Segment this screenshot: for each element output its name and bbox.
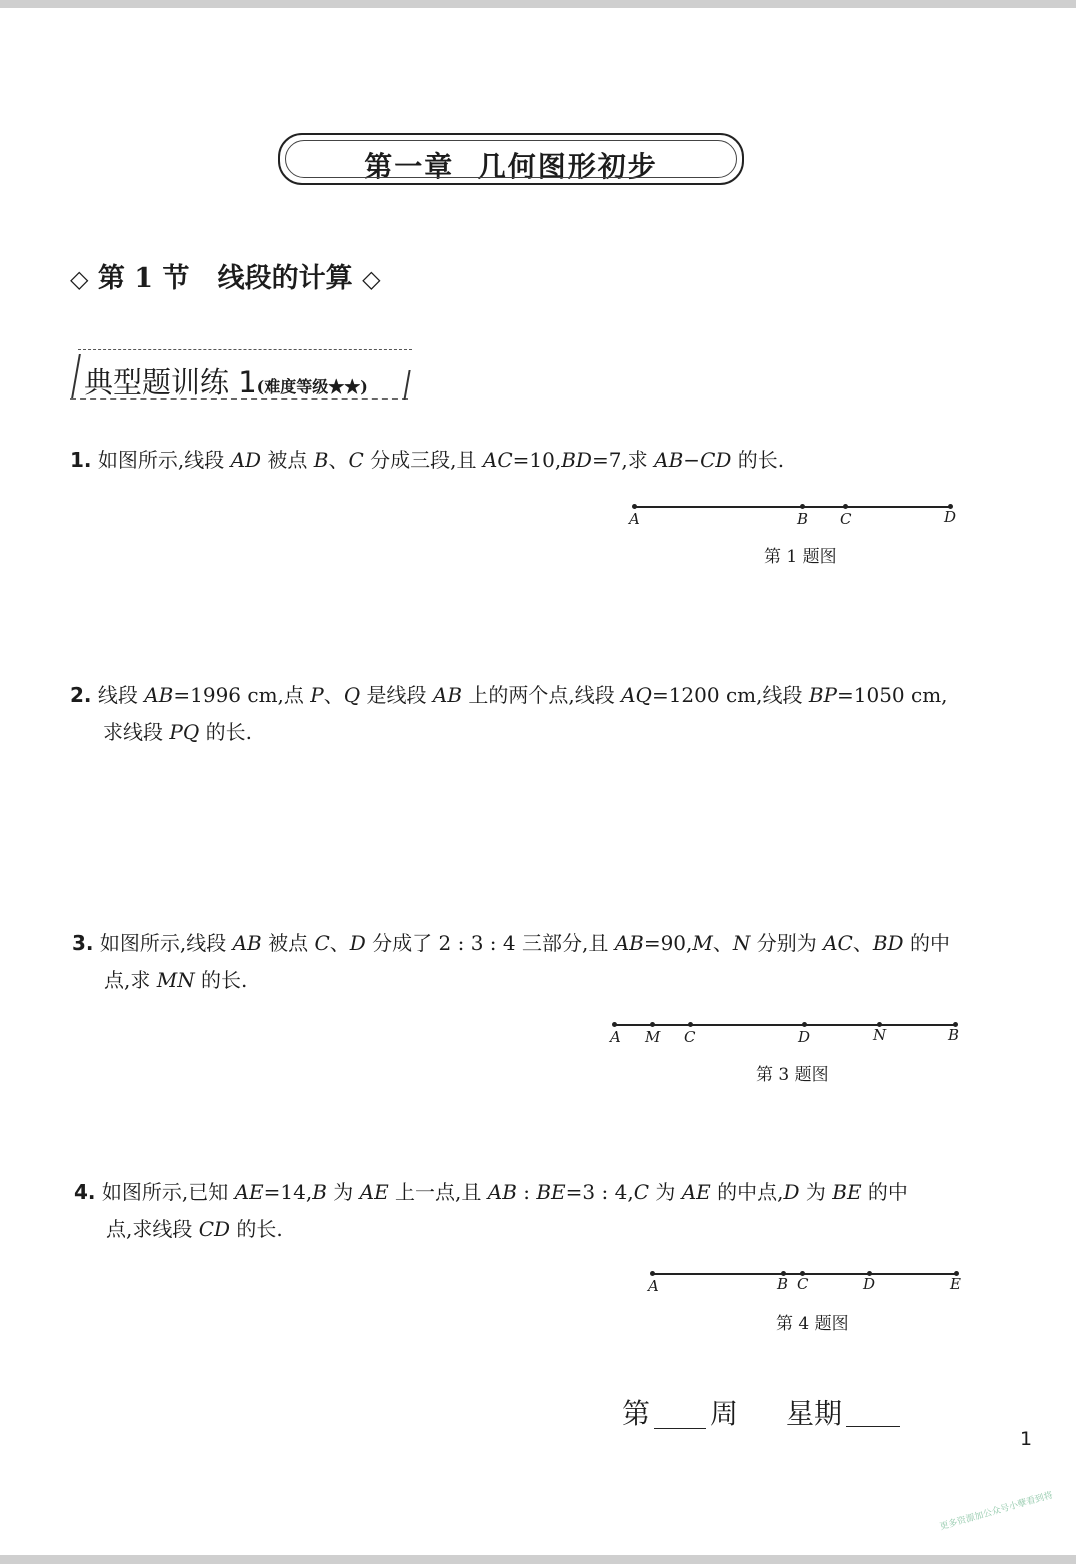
point-c bbox=[843, 504, 848, 509]
point-a-label: A bbox=[648, 1277, 659, 1295]
point-a-label: A bbox=[610, 1028, 621, 1046]
point-a bbox=[632, 504, 637, 509]
question-2-line-2: 求线段 PQ 的长. bbox=[103, 720, 252, 744]
point-a bbox=[650, 1271, 655, 1276]
question-4-line-2: 点,求线段 CD 的长. bbox=[106, 1217, 283, 1241]
point-e-label: E bbox=[950, 1275, 961, 1293]
practice-header bbox=[70, 348, 415, 404]
point-c bbox=[688, 1022, 693, 1027]
question-3-line-2: 点,求 MN 的长. bbox=[104, 968, 248, 992]
chapter-title: 第一章 几何图形初步 bbox=[364, 150, 658, 183]
weekday-label: 星期 bbox=[786, 1397, 843, 1430]
top-border bbox=[0, 0, 1076, 8]
weekday-blank bbox=[846, 1426, 900, 1427]
figure-caption: 第 3 题图 bbox=[756, 1065, 829, 1085]
point-b-label: B bbox=[797, 510, 809, 528]
watermark: 更多资源加公众号小孽看到将 bbox=[938, 1490, 1055, 1533]
question-3: 3. 如图所示,线段 AB 被点 C、D 分成了 2 : 3 : 4 三部分,且 AB=90,M、N 分别为 AC、BD 的中 bbox=[72, 931, 950, 955]
point-d-label: D bbox=[863, 1275, 876, 1293]
point-c-label: C bbox=[797, 1275, 809, 1293]
point-a bbox=[612, 1022, 617, 1027]
week-blank bbox=[654, 1428, 706, 1429]
diamond-icon: ◇ bbox=[362, 265, 381, 293]
diamond-icon: ◇ bbox=[70, 265, 89, 293]
question-1: 1. 如图所示,线段 AD 被点 B、C 分成三段,且 AC=10,BD=7,求 AB−CD 的长. bbox=[70, 448, 785, 472]
question-2: 2. 线段 AB=1996 cm,点 P、Q 是线段 AB 上的两个点,线段 AQ=1200 cm,线段 BP=1050 cm, bbox=[70, 683, 948, 707]
point-d-label: D bbox=[798, 1028, 811, 1046]
point-b-label: B bbox=[777, 1275, 789, 1293]
point-c-label: C bbox=[840, 510, 852, 528]
figure-caption: 第 4 题图 bbox=[776, 1314, 849, 1334]
page-number: 1 bbox=[1020, 1428, 1033, 1450]
section-title: 第 1 节 线段的计算 bbox=[97, 263, 353, 294]
chapter-title-frame bbox=[278, 133, 744, 185]
point-m-label: M bbox=[645, 1028, 661, 1046]
point-c-label: C bbox=[684, 1028, 696, 1046]
point-d bbox=[802, 1022, 807, 1027]
week-prefix-label: 第 bbox=[622, 1397, 651, 1430]
point-d-label: D bbox=[944, 508, 957, 526]
figure-caption: 第 1 题图 bbox=[764, 547, 837, 567]
practice-title: 典型题训练 1(难度等级★★) bbox=[84, 365, 368, 399]
question-4: 4. 如图所示,已知 AE=14,B 为 AE 上一点,且 AB : BE=3 : 4,C 为 AE 的中点,D 为 BE 的中 bbox=[74, 1180, 908, 1204]
week-suffix-label: 周 bbox=[710, 1397, 739, 1430]
point-m bbox=[650, 1022, 655, 1027]
point-n-label: N bbox=[873, 1026, 887, 1044]
section-title-row bbox=[70, 256, 381, 295]
difficulty-level: (难度等级★★) bbox=[256, 377, 368, 396]
point-b-label: B bbox=[948, 1026, 960, 1044]
point-b bbox=[800, 504, 805, 509]
point-a-label: A bbox=[629, 510, 640, 528]
bottom-border bbox=[0, 1555, 1076, 1564]
